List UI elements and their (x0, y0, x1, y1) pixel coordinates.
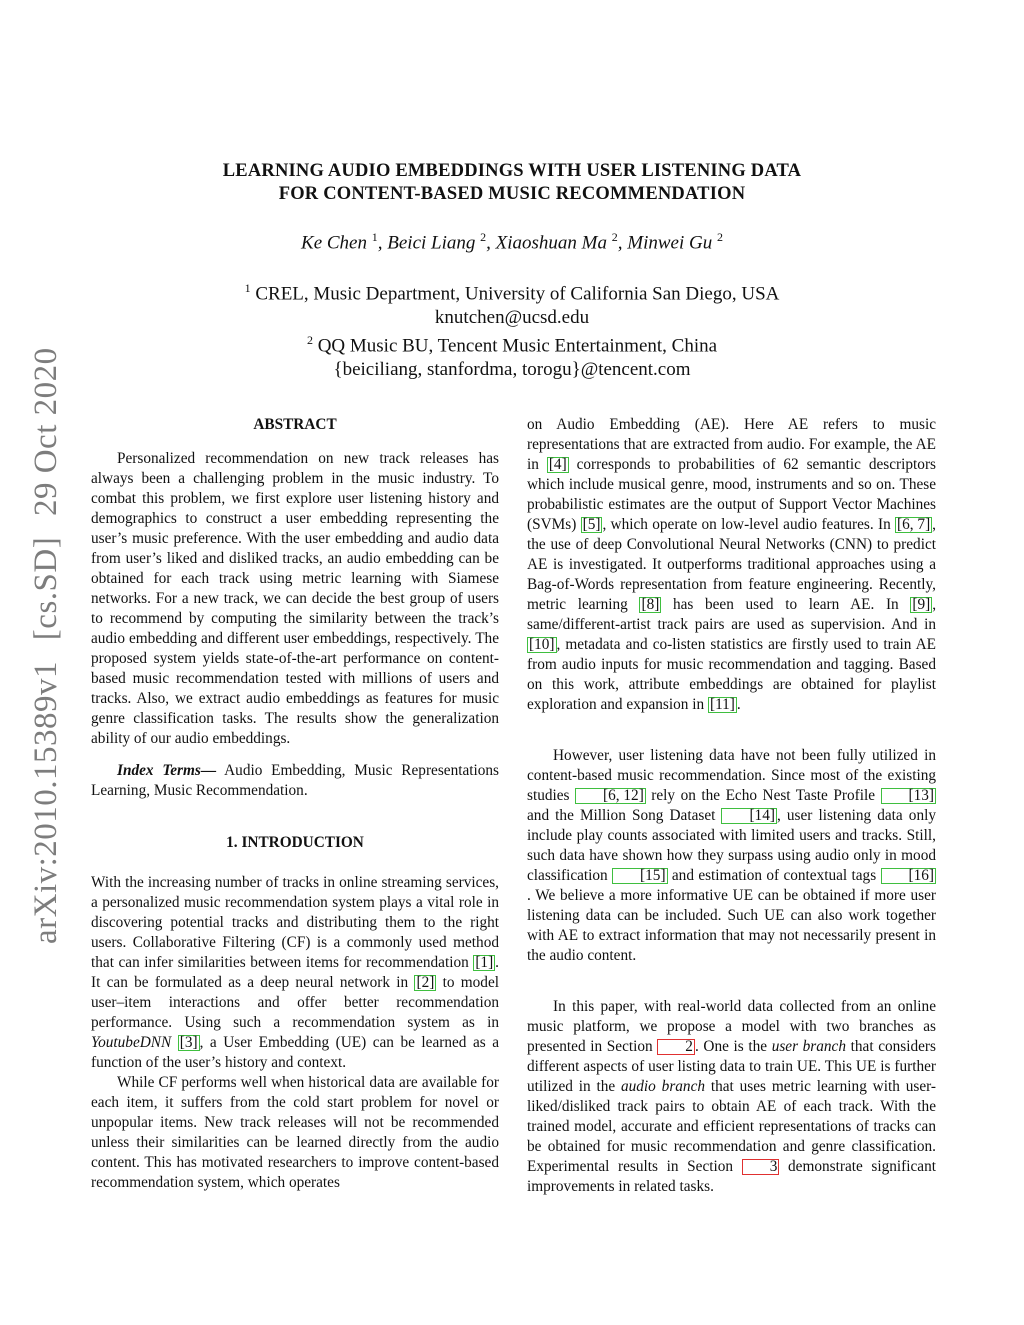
citation-link[interactable]: [1] (475, 954, 494, 971)
citation-link[interactable]: [16] (881, 868, 937, 884)
title-line-1: LEARNING AUDIO EMBEDDINGS WITH USER LISTENING DATA (222, 161, 802, 181)
citation-link[interactable]: [2] (416, 974, 435, 991)
citation-link[interactable]: [6, 7] (897, 516, 931, 533)
left-column (91, 415, 499, 1193)
intro-paragraph-4: However, user listening data have not been fully utilized in content-based music recommendation. Since most of the existing studies [6, 12] rely on the Echo Nest Taste Profile [13] and the Million Song Dataset [14] , user listening data only include play counts associated with limited users and tracks. Still, such data have shown how they surpass using audio only in mood classification [15] and estimation of contextual tags [16]. We believe a more informative UE can be obtained if more user listening data can be included. Such UE can also work together with AE to extract information that may not necessarily present in the audio content. (527, 747, 936, 964)
arxiv-stamp (28, 347, 65, 950)
title-line-2: FOR CONTENT-BASED MUSIC RECOMMENDATION (278, 184, 746, 204)
citation-link[interactable]: [15] (612, 868, 668, 884)
author-sup: 2 (480, 230, 487, 244)
index-terms (91, 761, 499, 801)
citation-link[interactable]: [6, 12] (575, 788, 646, 804)
author-sup: 2 (716, 230, 723, 244)
affiliation-line: $^1$ CREL, Music Department, University of California San Diego, USA (244, 281, 780, 305)
affiliation-email: {beiciliang, stanfordma, torogu}@tencent.com (333, 359, 691, 381)
intro-paragraph-3: on Audio Embedding (AE). Here AE refers to music representations that are extracted from audio. For example, the AE in [4] corresponds to probabilities of 62 semantic descriptors which include musical genre, mood, instruments and so on. These probabilistic estimates are the output of Support Vector Machines (SVMs) [5] , which operate on low-level audio features. In [6, 7] , the use of deep Convolutional Neural Networks (CNN) to predict AE is investigated. It outperforms traditional approaches using a Bag-of-Words representation from feature engineering. Recently, metric learning [8] has been used to learn AE. In [9] , same/different-artist track pairs are used as supervision. And in [10] , metadata and co-listen statistics are firstly used to train AE from audio inputs for music recommendation and tagging. Based on this work, attribute embeddings are obtained for playlist exploration and expansion in [11] . (527, 416, 937, 713)
paper-title (0, 160, 1024, 206)
author-list: Ke Chen $^1$, Beici Liang $^2$, Xiaoshuan Ma $^2$, Minwei Gu $^2$ (301, 230, 723, 254)
author-name: Beici Liang (387, 232, 476, 254)
right-column (527, 415, 936, 1197)
author-name: Minwei Gu (627, 232, 713, 254)
author-name: Xiaoshuan Ma (495, 232, 607, 254)
arxiv-category: [cs.SD] (28, 536, 64, 641)
author-name: Ke Chen (301, 232, 367, 254)
citation-link[interactable]: [3] (179, 1034, 198, 1051)
section-link[interactable]: 2 (657, 1039, 695, 1055)
citation-link[interactable]: [11] (709, 696, 735, 713)
citation-link[interactable]: [4] (548, 456, 567, 473)
section-link[interactable]: 3 (742, 1159, 780, 1175)
intro-heading: 1. INTRODUCTION (226, 834, 364, 851)
intro-paragraph-1: With the increasing number of tracks in online streaming services, a personalized music recommendation system plays a vital role in discovering potential tracks and distributing them to the right users. Collaborative Filtering (CF) is a commonly used method that can infer similarities between items for recommendation [1] . It can be formulated as a deep neural network in [2] to model user–item interactions and offer better recommendation performance. Using such a recommendation system as in YoutubeDNN [3] , a User Embedding (UE) can be learned as a function of the user’s history and context. (91, 874, 499, 1071)
citation-link[interactable]: [5] (582, 516, 601, 533)
abstract-heading: ABSTRACT (253, 416, 337, 433)
abstract-text: Personalized recommendation on new track releases has always been a challenging problem in the music industry. To combat this problem, we first explore user listening history and demographics to construct a user embedding representing the user’s music preference. With the user embedding and audio data from user’s liked and disliked tracks, an audio embedding can be obtained for each track using metric learning with Siamese networks. For a new track, we can decide the best group of users to recommend by computing the similarity between the track’s audio embedding and different user embeddings, respectively. The proposed system yields state-of-the-art performance on content-based music recommendation tested with millions of users and tracks. Also, we extract audio embeddings as features for music genre classification tasks. The results show the generalization ability of our audio embeddings. (91, 450, 499, 747)
intro-paragraph-5: In this paper, with real-world data collected from an online music platform, we propose a model with two branches as presented in Section 2 . One is the user branch that considers different aspects of user listing data to train UE. This UE is further utilized in the audio branch that uses metric learning with user-liked/disliked track pairs to obtain AE of each track. With the trained model, accurate and efficient representations of tracks can be obtained for music recommendation and genre classification. Experimental results in Section 3 demonstrate significant improvements in related tasks. (527, 998, 936, 1195)
citation-link[interactable]: [10] (529, 636, 555, 653)
intro-paragraph-2: While CF performs well when historical data are available for each item, it suffers from the cold start problem for novel or unpopular items. New track releases will not be recommended unless their similarities can be learned directly from the audio content. This has motivated researchers to improve content-based recommendation system, which operates (91, 1074, 499, 1191)
arxiv-id: arXiv:2010.15389v1 (28, 660, 64, 944)
citation-link[interactable]: [13] (881, 788, 937, 804)
arxiv-date: 29 Oct 2020 (28, 347, 64, 517)
affiliation-line: $^2$ QQ Music BU, Tencent Music Entertainment, China (306, 333, 718, 357)
citation-link[interactable]: [14] (721, 808, 777, 824)
author-sup: 2 (611, 230, 618, 244)
index-terms-text: Audio Embedding, Music Representations Learning, Music Recommendation. (91, 762, 500, 799)
affiliations (0, 277, 1024, 382)
author-sup: 1 (371, 230, 378, 244)
citation-link[interactable]: [9] (912, 596, 931, 613)
index-terms-label: Index Terms— (117, 762, 217, 779)
citation-link[interactable]: [8] (641, 596, 660, 613)
affiliation-email: knutchen@ucsd.edu (434, 306, 590, 328)
